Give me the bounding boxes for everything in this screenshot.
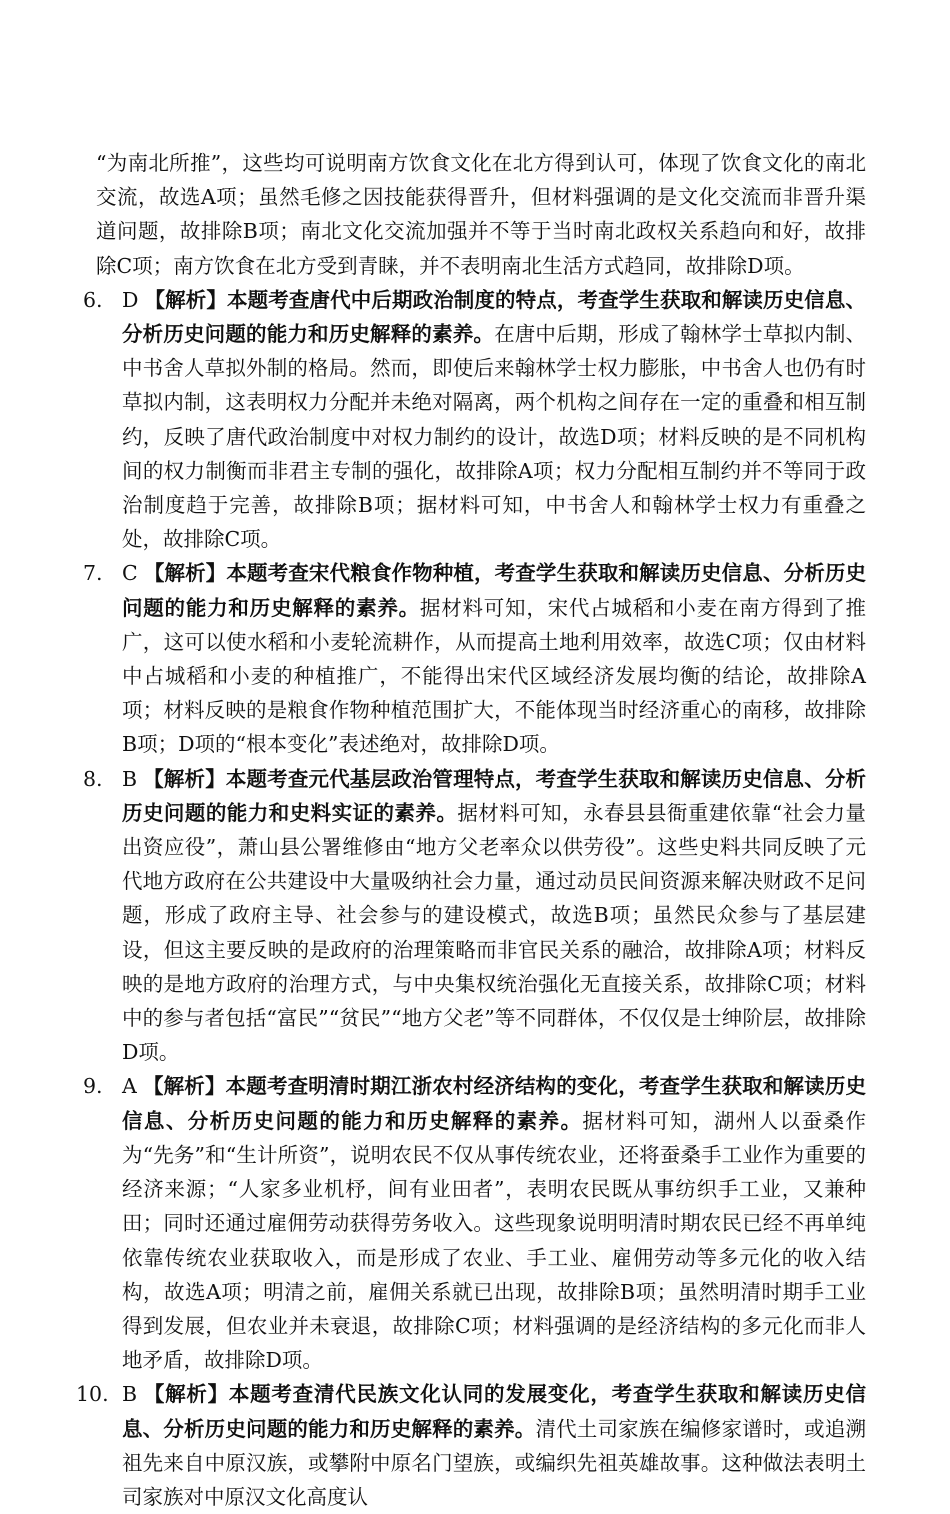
item-lead: 本题考查宋代粮食作物种植，考查学生获取和解读历史信息、分析历史问题的能力和历史解释的素养。: [122, 561, 866, 620]
answer-item-6: [83, 283, 867, 557]
item-number: 6.: [83, 287, 103, 312]
item-number: 10.: [76, 1382, 109, 1407]
item-tag: 【解析】: [143, 766, 226, 791]
item-number: 9.: [83, 1074, 103, 1099]
answer-item-9: [83, 1069, 867, 1377]
item-body: 据材料可知，湖州人以蚕桑作为“先务”和“生计所资”，说明农民不仅从事传统农业，还将蚕桑手工业作为重要的经济来源；“人家多业机杼，间有业田者”，表明农民既从事纺织手工业，又兼种田；同时还通过雇佣劳动获得劳务收入。这些现象说明明清时期农民已经不再单纯依靠传统农业获取收入，而是形成了农业、手工业、雇佣劳动等多元化的收入结构，故选A项；明清之前，雇佣关系就已出现，故排除B项；虽然明清时期手工业得到发展，但农业并未衰退，故排除C项；材料强调的是经济结构的多元化而非人地矛盾，故排除D项。: [122, 1108, 867, 1373]
answer-content: [76, 146, 867, 1514]
item-tag: 【解析】: [143, 1382, 229, 1407]
item-tag: 【解析】: [143, 561, 227, 586]
item-answer: B: [122, 766, 138, 791]
item-lead: 本题考查唐代中后期政治制度的特点，考查学生获取和解读历史信息、分析历史问题的能力和历史解释的素养。: [122, 287, 867, 347]
answer-item-10: [76, 1377, 867, 1514]
item-number: 7.: [83, 561, 103, 586]
item-answer: B: [122, 1382, 138, 1407]
item-body: 据材料可知，永春县县衙重建依靠“社会力量出资应役”，萧山县公署维修由“地方父老率众以供劳役”。这些史料共同反映了元代地方政府在公共建设中大量吸纳社会力量，通过动员民间资源来解决财政不足问题，形成了政府主导、社会参与的建设模式，故选B项；虽然民众参与了基层建设，但这主要反映的是政府的治理策略而非官民关系的融洽，故排除A项；材料反映的是地方政府的治理方式，与中央集权统治强化无直接关系，故排除C项；材料中的参与者包括“富民”“贫民”“地方父老”等不同群体，不仅仅是士绅阶层，故排除D项。: [122, 800, 867, 1065]
intro-paragraph: “为南北所推”，这些均可说明南方饮食文化在北方得到认可，体现了饮食文化的南北交流，故选A项；虽然毛修之因技能获得晋升，但材料强调的是文化交流而非晋升渠道问题，故排除B项；南北文化交流加强并不等于当时南北政权关系趋向和好，故排除C项；南方饮食在北方受到青睐，并不表明南北生活方式趋同，故排除D项。: [96, 151, 866, 278]
item-tag: 【解析】: [144, 287, 228, 312]
item-number: 8.: [83, 766, 103, 791]
item-lead: 本题考查明清时期江浙农村经济结构的变化，考查学生获取和解读历史信息、分析历史问题的能力和历史解释的素养。: [122, 1074, 866, 1133]
item-body: 在唐中后期，形成了翰林学士草拟内制、中书舍人草拟外制的格局。然而，即使后来翰林学士权力膨胀，中书舍人也仍有时草拟内制，这表明权力分配并未绝对隔离，两个机构之间存在一定的重叠和相互制约，反映了唐代政治制度中对权力制约的设计，故选D项；材料反映的是不同机构间的权力制衡而非君主专制的强化，故排除A项；权力分配相互制约并不等同于政治制度趋于完善，故排除B项；据材料可知，中书舍人和翰林学士权力有重叠之处，故排除C项。: [122, 322, 867, 552]
item-body: 清代土司家族在编修家谱时，或追溯祖先来自中原汉族，或攀附中原名门望族，或编织先祖英雄故事。这种做法表明土司家族对中原汉文化高度认: [122, 1416, 867, 1509]
item-answer: A: [122, 1074, 137, 1099]
item-tag: 【解析】: [142, 1074, 226, 1099]
answer-item-7: [83, 556, 867, 761]
item-lead: 本题考查元代基层政治管理特点，考查学生获取和解读历史信息、分析历史问题的能力和史料实证的素养。: [122, 766, 867, 825]
item-lead: 本题考查清代民族文化认同的发展变化，考查学生获取和解读历史信息、分析历史问题的能力和历史解释的素养。: [122, 1382, 866, 1441]
item-answer: D: [122, 287, 139, 312]
item-answer: C: [122, 561, 138, 586]
answer-item-8: [83, 762, 867, 1070]
item-body: 据材料可知，宋代占城稻和小麦在南方得到了推广，这可以使水稻和小麦轮流耕作，从而提高土地利用效率，故选C项；仅由材料中占城稻和小麦的种植推广，不能得出宋代区域经济发展均衡的结论，故排除A项；材料反映的是粮食作物种植范围扩大，不能体现当时经济重心的南移，故排除B项；D项的“根本变化”表述绝对，故排除D项。: [122, 595, 867, 757]
